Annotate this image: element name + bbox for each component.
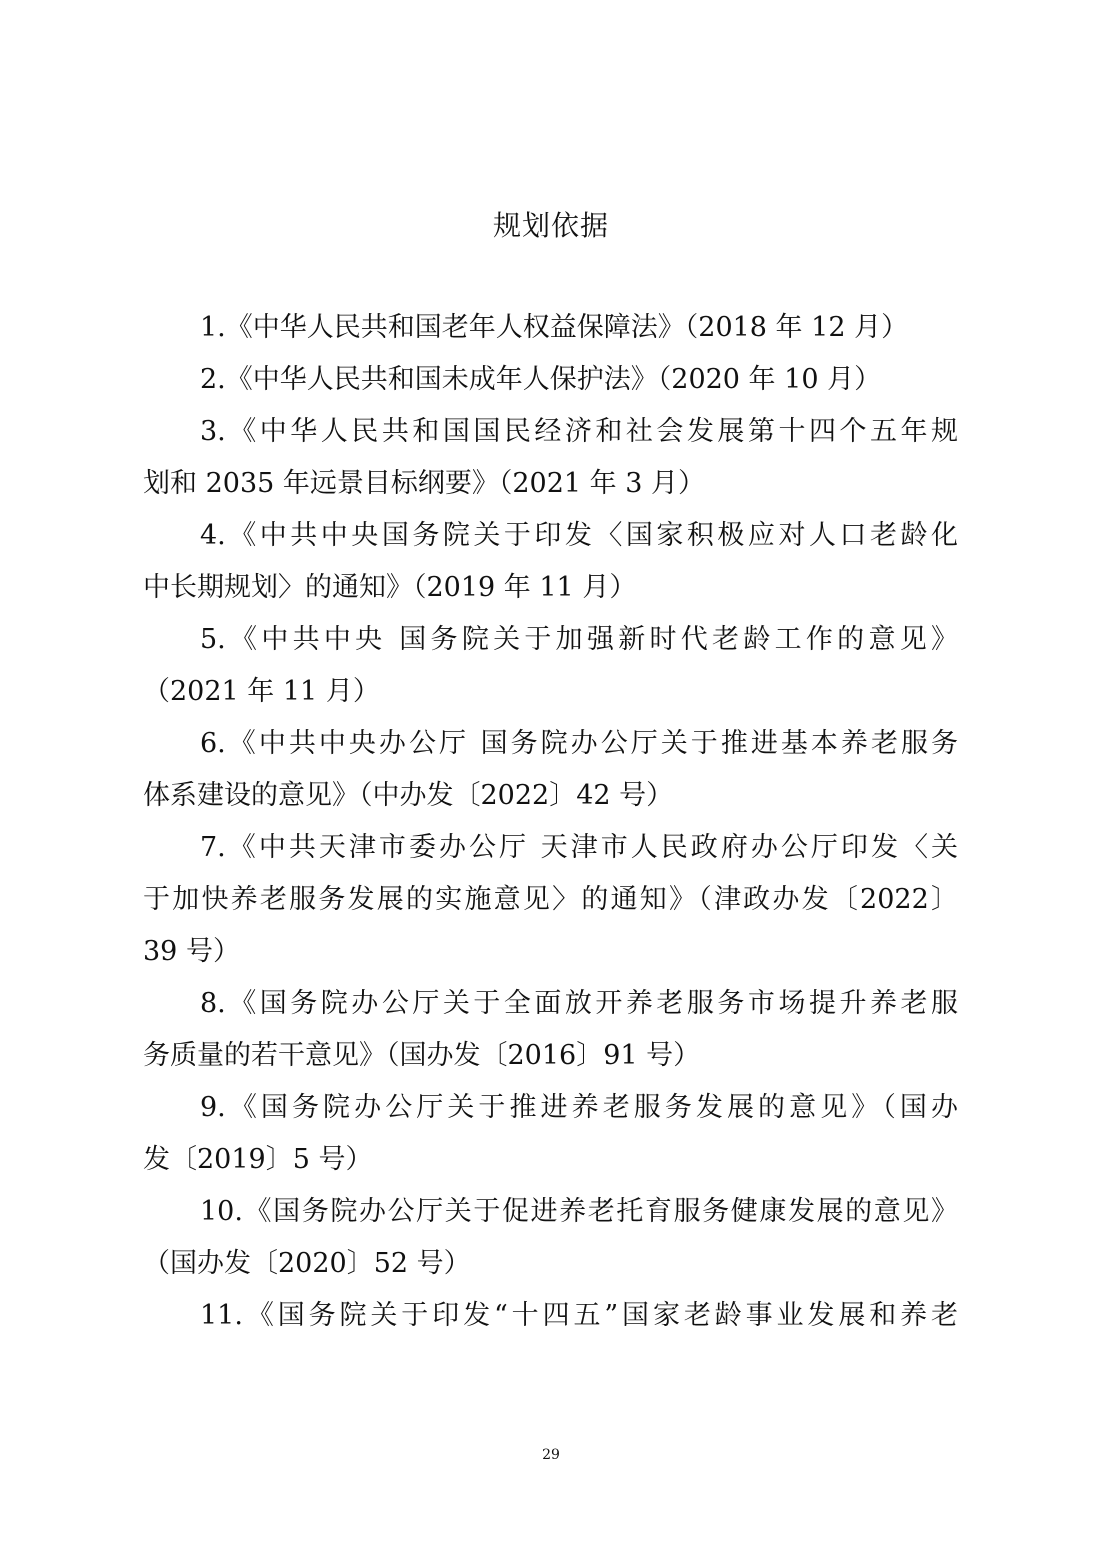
reference-line: 务质量的若干意见》（国办发〔2016〕91 号） [143,1040,701,1071]
reference-list [143,302,958,1342]
reference-line: 6.《中共中央办公厅 国务院办公厅关于推进基本养老服务 [200,728,958,759]
reference-line: 39 号） [143,936,240,967]
reference-line: 2.《中华人民共和国未成年人保护法》（2020 年 10 月） [200,364,882,395]
reference-line: 体系建设的意见》（中办发〔2022〕42 号） [143,780,674,811]
reference-line: 7.《中共天津市委办公厅 天津市人民政府办公厅印发〈关 [200,832,958,863]
page-title: 规划依据 [492,209,609,242]
reference-line: 5.《中共中央 国务院关于加强新时代老龄工作的意见》 [200,624,958,655]
reference-line: 于加快养老服务发展的实施意见〉的通知》（津政办发〔2022〕 [143,884,958,915]
reference-line: 9.《国务院办公厅关于推进养老服务发展的意见》（国办 [200,1092,958,1123]
reference-line: 10.《国务院办公厅关于促进养老托育服务健康发展的意见》 [200,1196,958,1227]
reference-item [143,302,958,354]
reference-item [143,1290,958,1342]
reference-item [143,1186,958,1290]
reference-line: （2021 年 11 月） [143,676,380,707]
reference-line: 11.《国务院关于印发“十四五”国家老龄事业发展和养老 [200,1300,958,1331]
reference-line: 1.《中华人民共和国老年人权益保障法》（2018 年 12 月） [200,312,909,343]
reference-item [143,354,958,406]
reference-line: （国办发〔2020〕52 号） [143,1248,471,1279]
reference-line: 4.《中共中央国务院关于印发〈国家积极应对人口老龄化 [200,520,958,551]
reference-line: 中长期规划〉的通知》（2019 年 11 月） [143,572,637,603]
reference-item [143,1082,958,1186]
reference-item [143,718,958,822]
reference-item [143,614,958,718]
reference-item [143,978,958,1082]
reference-item [143,406,958,510]
reference-line: 划和 2035 年远景目标纲要》（2021 年 3 月） [143,468,706,499]
reference-line: 3.《中华人民共和国国民经济和社会发展第十四个五年规 [200,416,958,447]
reference-item [143,510,958,614]
reference-item [143,822,958,978]
reference-line: 8.《国务院办公厅关于全面放开养老服务市场提升养老服 [200,988,958,1019]
page-number: 29 [542,1447,560,1463]
reference-line: 发〔2019〕5 号） [143,1144,373,1175]
